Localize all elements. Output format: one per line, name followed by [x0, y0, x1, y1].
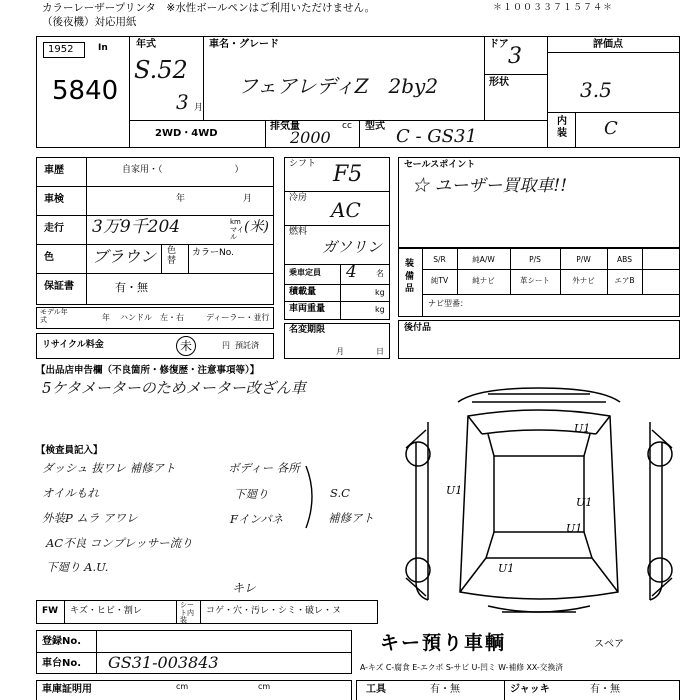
model-code-label: 型式: [365, 121, 385, 132]
cert-unit-1: cm: [176, 682, 189, 691]
keys-spare: スペア: [594, 639, 624, 650]
lot-year-tag: 1952: [48, 44, 74, 55]
inspector-line-4: AC不良 コンプレッサー流り: [46, 536, 193, 550]
model-year-label: モデル年式: [40, 308, 68, 324]
fw-label: FW: [42, 606, 59, 616]
mileage-unit: km マイル: [230, 218, 244, 242]
notes-value: 5ケタメーターのためメーター改ざん車: [42, 379, 306, 397]
model-code-value: C - GS31: [396, 126, 477, 147]
equipment-item-row1-3: P/W: [576, 255, 591, 264]
expiry-day: 日: [376, 347, 384, 356]
fw-items: キズ・ヒビ・割レ: [70, 606, 142, 616]
serial-number: ＊１００３３７１５７４＊: [493, 3, 614, 13]
year-label: 年式: [136, 39, 156, 50]
equipment-item-row2-4: エアB: [614, 276, 635, 285]
sales-point-box: [398, 157, 680, 248]
diagram-mark-4: U1: [566, 522, 583, 535]
notes-label: 【出品店申告欄（不良箇所・修復歴・注意事項等）】: [36, 365, 260, 376]
reg-label: 登録No.: [42, 636, 82, 647]
equipment-item-row2-2: 革シート: [520, 276, 550, 285]
capacity-unit: 名: [376, 269, 384, 278]
inspector-right-3: Fインパネ: [230, 512, 284, 526]
year-month-unit: 月: [194, 103, 204, 113]
header-line2: （後夜機）対応用紙: [42, 16, 137, 28]
handle-label: ハンドル 左・右: [120, 313, 184, 322]
drive-label: 2WD・4WD: [155, 128, 218, 139]
inspection-label: 車検: [44, 194, 64, 205]
equipment-item-row1-0: S/R: [433, 255, 446, 264]
sales-point-value: ☆ ユーザー買取車!!: [412, 176, 568, 196]
score-value: 3.5: [580, 78, 612, 102]
tools-value: 有・無: [430, 684, 460, 695]
recycle-mark: 未: [180, 339, 193, 353]
weight-unit: kg: [375, 305, 385, 314]
capacity-label: 乗車定員: [289, 268, 321, 277]
warranty-value: 有・無: [115, 281, 148, 294]
inspection-year: 年: [176, 194, 186, 204]
retrofit-box: [398, 320, 680, 359]
ac-label: 冷房: [289, 193, 308, 203]
diagram-mark-3: U1: [576, 496, 593, 509]
recycle-unit: 円: [222, 341, 230, 350]
inspector-right-1: ボディー 各所: [228, 461, 300, 475]
displacement-label: 排気量: [270, 121, 300, 132]
dealer-label: ディーラー・並行: [206, 313, 270, 322]
equipment-item-row2-3: 外ナビ: [572, 276, 595, 285]
cert-label: 車庫証明用: [42, 684, 92, 695]
mileage-mark: (米): [244, 219, 269, 235]
condition-handwritten: キレ: [232, 581, 256, 595]
color-label: 色: [44, 252, 54, 263]
doors-value: 3: [508, 44, 522, 69]
expiry-month: 月: [336, 347, 344, 356]
year-value: S.52: [134, 56, 188, 84]
recycle-note: 預託済: [235, 341, 259, 350]
navi-label: ナビ型番：: [428, 299, 468, 308]
fuel-label: 燃料: [289, 227, 308, 237]
load-unit: kg: [375, 288, 385, 297]
mileage-label: 走行: [44, 223, 64, 234]
inspector-right-2: 下廻り: [234, 487, 269, 501]
inspector-bracket-note-2: 補修アト: [328, 511, 374, 525]
lot-year-tag-box: [43, 42, 85, 58]
load-label: 積載量: [289, 287, 317, 297]
cert-unit-2: cm: [258, 682, 271, 691]
jack-label: ジャッキ: [510, 684, 550, 695]
displacement-unit: cc: [342, 121, 352, 131]
equipment-item-row1-4: ABS: [617, 255, 632, 264]
jack-value: 有・無: [590, 684, 620, 695]
keys-title: キー預り車輌: [380, 632, 507, 654]
score-label: 評価点: [593, 39, 623, 50]
chassis-label: 車台No.: [42, 658, 82, 669]
inspector-line-3: 外装P ムラ アワレ: [42, 511, 138, 525]
weight-label: 車両重量: [289, 304, 326, 314]
diagram-mark-2: U1: [574, 422, 591, 435]
shift-value: F5: [333, 162, 363, 187]
equipment-item-row1-2: P/S: [529, 255, 541, 264]
capacity-value: 4: [346, 262, 357, 282]
model-label: 車名・グレード: [209, 39, 279, 50]
lot-number: 5840: [52, 76, 119, 106]
damage-legend: A-キズ C-腐食 E-エクボ S-サビ U-凹ミ W-補修 XX-交換済: [360, 663, 564, 672]
lot-in-label: In: [98, 43, 108, 53]
equipment-item-row1-1: 純A/W: [472, 255, 495, 264]
mileage-value: 3万9千204: [92, 217, 181, 237]
equipment-label: 装備品: [405, 259, 415, 295]
inspector-label: 【検査員記入】: [36, 445, 103, 456]
retrofit-label: 後付品: [404, 323, 432, 333]
interior-cond-label: シート内装: [180, 601, 194, 625]
equipment-item-row2-0: 純TV: [430, 276, 449, 285]
recycle-mark-circle: [176, 336, 196, 356]
ac-value: AC: [331, 198, 361, 222]
color-value: ブラウン: [92, 247, 157, 266]
model-year-unit: 年: [102, 313, 110, 322]
header-line1: カラーレーザープリンタ ※水性ボールペンはご利用いただけません。: [42, 2, 376, 14]
model-value: フェアレディZ 2by2: [238, 74, 439, 98]
inspector-line-5: 下廻り A.U.: [46, 560, 109, 574]
year-month-value: 3: [176, 90, 189, 114]
interior-label: 内装: [557, 116, 567, 139]
shape-label: 形状: [489, 77, 509, 88]
warranty-label: 保証書: [44, 281, 74, 292]
diagram-mark-1: U1: [446, 484, 463, 497]
car-damage-diagram: [398, 382, 680, 620]
chassis-value: GS31-003843: [108, 653, 219, 672]
inspector-line-1: ダッシュ 抜ワレ 補修アト: [42, 461, 176, 475]
inspector-bracket: [300, 462, 330, 532]
inspection-month: 月: [243, 194, 253, 204]
doors-label: ドア: [489, 39, 509, 50]
sales-point-label: セールスポイント: [404, 160, 476, 170]
color-no-label: カラーNo.: [192, 248, 234, 258]
inspector-bracket-note: S.C: [330, 486, 350, 500]
tools-label: 工具: [366, 684, 386, 695]
expiry-label: 名変期限: [289, 325, 326, 335]
interior-cond-items: コゲ・穴・汚レ・シミ・破レ・ヌ: [206, 606, 342, 616]
fuel-value: ガソリン: [322, 238, 383, 256]
shift-label: シフト: [289, 159, 317, 169]
diagram-mark-5: U1: [498, 562, 515, 575]
interior-value: C: [604, 118, 618, 139]
recycle-label: リサイクル料金: [42, 340, 104, 350]
history-value: 自家用・（ ）: [122, 165, 244, 175]
history-label: 車歴: [44, 165, 64, 176]
displacement-value: 2000: [290, 128, 331, 147]
color-change-label: 色替: [167, 246, 177, 266]
equipment-item-row2-1: 純ナビ: [472, 276, 495, 285]
inspector-line-2: オイルもれ: [42, 486, 99, 500]
